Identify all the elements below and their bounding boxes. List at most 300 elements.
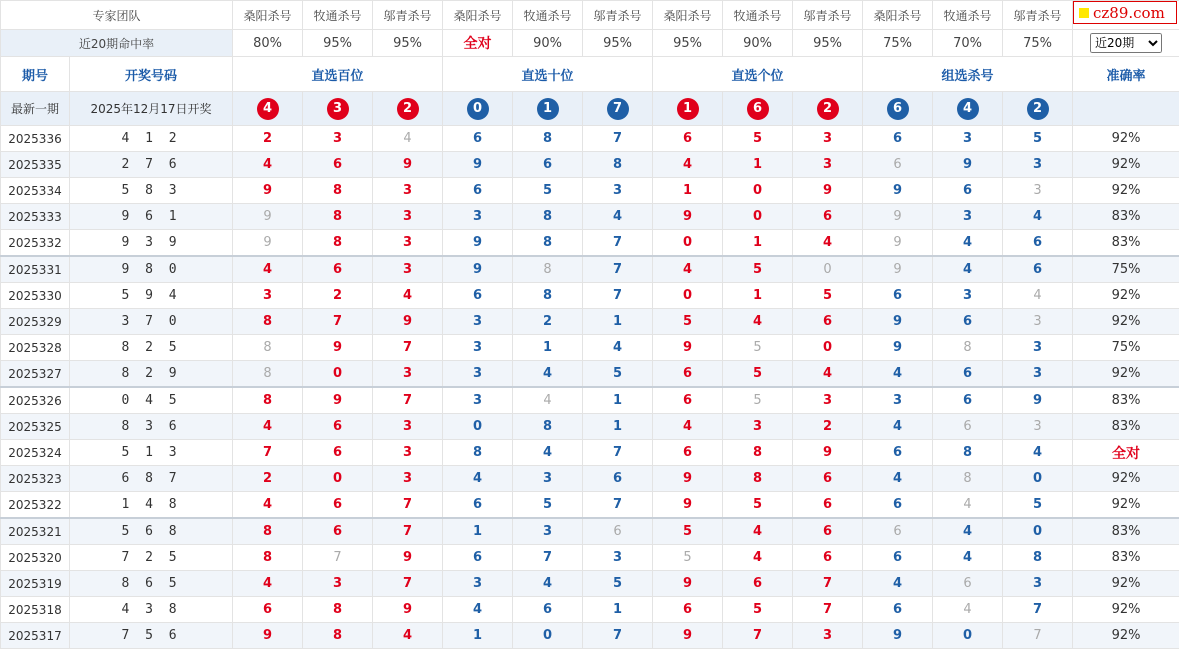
kill-number-cell [233, 230, 303, 257]
hit-rate: 95% [583, 30, 653, 57]
number-ball: 4 [257, 98, 279, 120]
kill-number: 2 [542, 314, 553, 329]
expert-name: 牧通杀号 [513, 1, 583, 30]
kill-number-cell [443, 440, 513, 466]
kill-number: 7 [262, 445, 273, 460]
kill-number: 4 [822, 366, 833, 381]
kill-number: 8 [543, 262, 552, 277]
kill-number-cell [863, 387, 933, 414]
kill-number: 8 [262, 524, 273, 539]
latest-ball-cell [653, 92, 723, 126]
kill-number-cell [653, 126, 723, 152]
kill-number-cell [863, 518, 933, 545]
kill-number: 6 [822, 209, 833, 224]
kill-number-cell [793, 178, 863, 204]
kill-number: 3 [752, 419, 763, 434]
kill-number: 8 [332, 628, 343, 643]
period-cell: 2025321 [1, 518, 70, 545]
kill-number-cell [933, 623, 1003, 649]
kill-number-cell [793, 518, 863, 545]
kill-number-cell [933, 204, 1003, 230]
kill-number: 3 [542, 524, 553, 539]
draw-cell: 2 7 6 [70, 152, 233, 178]
period-cell: 2025335 [1, 152, 70, 178]
expert-name: 邬青杀号 [1003, 1, 1073, 30]
kill-number-cell [233, 518, 303, 545]
kill-number-cell [723, 414, 793, 440]
period-cell: 2025322 [1, 492, 70, 519]
kill-number-cell [653, 518, 723, 545]
kill-number-cell [723, 518, 793, 545]
expert-name: 邬青杀号 [583, 1, 653, 30]
kill-number-cell [863, 230, 933, 257]
accuracy-cell: 83% [1073, 230, 1179, 257]
kill-number-cell [933, 256, 1003, 283]
kill-number-cell [373, 492, 443, 519]
kill-number-cell [1003, 361, 1073, 388]
kill-number: 6 [332, 262, 343, 277]
draw-cell: 4 1 2 [70, 126, 233, 152]
kill-number-cell [443, 518, 513, 545]
hit-rate: 75% [1003, 30, 1073, 57]
kill-number: 0 [332, 366, 343, 381]
kill-number-cell [583, 518, 653, 545]
kill-number-cell [933, 335, 1003, 361]
kill-number: 4 [892, 576, 903, 591]
kill-number: 5 [752, 602, 763, 617]
kill-number-cell [863, 623, 933, 649]
kill-number: 3 [962, 288, 973, 303]
kill-number-cell [583, 597, 653, 623]
kill-number: 0 [472, 419, 483, 434]
kill-number: 9 [402, 550, 413, 565]
kill-number: 6 [542, 157, 553, 172]
kill-number-cell [513, 492, 583, 519]
kill-number: 9 [682, 471, 693, 486]
kill-number-cell [233, 335, 303, 361]
hit-rate: 全对 [443, 30, 513, 57]
draw-cell: 9 6 1 [70, 204, 233, 230]
kill-number-cell [933, 178, 1003, 204]
kill-number-cell [653, 440, 723, 466]
kill-number-cell [373, 126, 443, 152]
kill-number-cell [1003, 204, 1073, 230]
period-cell: 2025331 [1, 256, 70, 283]
kill-number-cell [793, 256, 863, 283]
table-row [1, 597, 1179, 623]
accuracy-cell: 83% [1073, 387, 1179, 414]
kill-number-cell [443, 126, 513, 152]
table-row [1, 623, 1179, 649]
kill-number: 6 [613, 524, 622, 539]
kill-number: 3 [962, 131, 973, 146]
kill-number-cell [443, 597, 513, 623]
kill-number-cell [653, 230, 723, 257]
kill-number-cell [373, 361, 443, 388]
table-row [1, 387, 1179, 414]
kill-number: 8 [332, 183, 343, 198]
kill-number: 9 [893, 235, 902, 250]
kill-number: 8 [542, 419, 553, 434]
latest-ball-cell [793, 92, 863, 126]
kill-number: 3 [402, 235, 413, 250]
kill-number-cell [1003, 335, 1073, 361]
kill-number-cell [583, 440, 653, 466]
kill-number-cell [303, 178, 373, 204]
kill-number: 4 [1032, 445, 1043, 460]
kill-number: 3 [1033, 183, 1042, 198]
kill-number: 1 [612, 393, 623, 408]
kill-number: 3 [1032, 366, 1043, 381]
kill-number: 5 [752, 262, 763, 277]
kill-number: 2 [262, 131, 273, 146]
kill-number-cell [373, 545, 443, 571]
kill-number-cell [303, 466, 373, 492]
kill-number: 6 [962, 366, 973, 381]
kill-number-cell [303, 545, 373, 571]
latest-ball-cell [233, 92, 303, 126]
kill-number: 4 [402, 288, 413, 303]
period-cell: 2025326 [1, 387, 70, 414]
kill-number: 5 [752, 366, 763, 381]
col-draw: 开奖号码 [70, 57, 233, 92]
kill-number: 7 [1032, 602, 1043, 617]
kill-number-cell [373, 597, 443, 623]
kill-number-cell [863, 204, 933, 230]
kill-number-cell [513, 597, 583, 623]
table-row [1, 361, 1179, 388]
kill-number-cell [513, 440, 583, 466]
kill-number: 3 [472, 393, 483, 408]
kill-number-cell [653, 256, 723, 283]
kill-number-cell [583, 230, 653, 257]
kill-number: 7 [402, 524, 413, 539]
accuracy-cell: 92% [1073, 361, 1179, 388]
kill-number: 5 [612, 366, 623, 381]
kill-number-cell [653, 361, 723, 388]
kill-number: 4 [752, 524, 763, 539]
kill-number-cell [653, 571, 723, 597]
kill-number-cell [793, 623, 863, 649]
kill-number-cell [303, 440, 373, 466]
kill-number: 2 [262, 471, 273, 486]
kill-number: 1 [752, 288, 763, 303]
kill-number-cell [303, 387, 373, 414]
draw-cell: 8 3 6 [70, 414, 233, 440]
kill-number-cell [653, 283, 723, 309]
kill-number-cell [583, 256, 653, 283]
kill-number: 4 [1032, 209, 1043, 224]
kill-number-cell [933, 361, 1003, 388]
kill-number-cell [233, 309, 303, 335]
kill-number: 6 [472, 131, 483, 146]
accuracy-cell: 92% [1073, 283, 1179, 309]
kill-number: 9 [892, 628, 903, 643]
kill-number-cell [373, 518, 443, 545]
kill-number: 9 [472, 235, 483, 250]
kill-number: 6 [1032, 262, 1043, 277]
kill-number: 3 [1032, 340, 1043, 355]
kill-number: 9 [263, 235, 272, 250]
period-cell: 2025325 [1, 414, 70, 440]
kill-number: 3 [402, 471, 413, 486]
number-ball: 2 [817, 98, 839, 120]
kill-number: 9 [332, 340, 343, 355]
kill-number-cell [303, 597, 373, 623]
period-cell: 2025329 [1, 309, 70, 335]
expert-name: 桑阳杀号 [233, 1, 303, 30]
draw-cell: 5 8 3 [70, 178, 233, 204]
kill-number: 6 [542, 602, 553, 617]
kill-number-cell [583, 126, 653, 152]
latest-row [1, 92, 1179, 126]
kill-number-cell [583, 466, 653, 492]
kill-number: 3 [822, 628, 833, 643]
kill-number-cell [653, 204, 723, 230]
kill-number: 3 [1033, 314, 1042, 329]
kill-number-cell [723, 335, 793, 361]
kill-number-cell [583, 178, 653, 204]
kill-number-cell [513, 571, 583, 597]
kill-number-cell [793, 571, 863, 597]
kill-number-cell [933, 440, 1003, 466]
kill-number: 7 [333, 550, 342, 565]
kill-number: 6 [892, 131, 903, 146]
kill-number: 4 [262, 157, 273, 172]
kill-number: 6 [472, 183, 483, 198]
kill-number: 9 [682, 497, 693, 512]
kill-number-cell [443, 283, 513, 309]
kill-number: 6 [892, 497, 903, 512]
kill-number: 4 [752, 314, 763, 329]
table-row [1, 545, 1179, 571]
kill-number: 0 [542, 628, 553, 643]
kill-number: 0 [682, 235, 693, 250]
kill-number: 4 [962, 550, 973, 565]
period-range-select[interactable] [1090, 33, 1162, 53]
kill-number-cell [863, 126, 933, 152]
kill-number-cell [583, 492, 653, 519]
latest-ball-cell [373, 92, 443, 126]
kill-number: 0 [823, 262, 832, 277]
kill-number: 7 [402, 393, 413, 408]
group-units: 直选个位 [653, 57, 863, 92]
kill-number: 8 [332, 209, 343, 224]
kill-number: 3 [1033, 419, 1042, 434]
accuracy-cell: 92% [1073, 152, 1179, 178]
kill-number: 7 [612, 445, 623, 460]
kill-number-cell [443, 309, 513, 335]
hit-rate-row [1, 30, 1179, 57]
kill-number-cell [373, 309, 443, 335]
kill-number-cell [1003, 440, 1073, 466]
kill-number: 4 [682, 157, 693, 172]
kill-number: 4 [892, 366, 903, 381]
kill-number: 9 [893, 209, 902, 224]
kill-number: 8 [542, 288, 553, 303]
kill-number: 3 [472, 576, 483, 591]
kill-number-cell [1003, 518, 1073, 545]
kill-number: 8 [542, 209, 553, 224]
kill-number-cell [233, 204, 303, 230]
number-ball: 1 [677, 98, 699, 120]
table-row [1, 571, 1179, 597]
kill-number-cell [723, 178, 793, 204]
kill-number: 3 [472, 314, 483, 329]
kill-number-cell [933, 309, 1003, 335]
kill-number-cell [863, 256, 933, 283]
kill-number-cell [233, 440, 303, 466]
number-ball: 7 [607, 98, 629, 120]
draw-cell: 8 2 9 [70, 361, 233, 388]
period-cell: 2025336 [1, 126, 70, 152]
kill-number: 8 [963, 340, 972, 355]
kill-number: 4 [262, 497, 273, 512]
kill-number-cell [1003, 309, 1073, 335]
kill-number-cell [793, 204, 863, 230]
kill-number-cell [443, 571, 513, 597]
draw-cell: 7 5 6 [70, 623, 233, 649]
kill-number: 6 [332, 419, 343, 434]
kill-number: 9 [1032, 393, 1043, 408]
kill-number-cell [933, 152, 1003, 178]
kill-number: 7 [542, 550, 553, 565]
kill-number: 5 [683, 550, 692, 565]
kill-number: 7 [612, 131, 623, 146]
kill-number: 9 [262, 183, 273, 198]
kill-number-cell [863, 545, 933, 571]
kill-number-cell [863, 414, 933, 440]
hit-rate: 95% [653, 30, 723, 57]
kill-number: 3 [402, 366, 413, 381]
kill-number-cell [793, 283, 863, 309]
kill-number-cell [933, 230, 1003, 257]
kill-number: 5 [753, 393, 762, 408]
expert-name: 桑阳杀号 [443, 1, 513, 30]
kill-number: 4 [612, 340, 623, 355]
kill-number-cell [303, 309, 373, 335]
kill-number-cell [373, 152, 443, 178]
kill-number: 4 [963, 602, 972, 617]
kill-number: 4 [682, 262, 693, 277]
kill-number-cell [443, 545, 513, 571]
kill-number: 9 [263, 209, 272, 224]
kill-number: 6 [612, 471, 623, 486]
kill-number-cell [513, 256, 583, 283]
kill-number: 4 [612, 209, 623, 224]
kill-number: 3 [612, 550, 623, 565]
kill-number-cell [513, 414, 583, 440]
kill-number: 7 [612, 288, 623, 303]
kill-number-cell [723, 597, 793, 623]
kill-number-cell [373, 387, 443, 414]
kill-number: 6 [892, 288, 903, 303]
kill-number: 9 [262, 628, 273, 643]
table-row [1, 256, 1179, 283]
accuracy-cell: 92% [1073, 623, 1179, 649]
kill-number-cell [513, 387, 583, 414]
kill-number-cell [233, 492, 303, 519]
kill-number: 7 [612, 628, 623, 643]
site-logo[interactable] [1073, 1, 1177, 24]
kill-number: 3 [612, 183, 623, 198]
latest-ball-cell [723, 92, 793, 126]
kill-number-cell [303, 623, 373, 649]
kill-number: 3 [262, 288, 273, 303]
kill-number: 5 [612, 576, 623, 591]
latest-ball-cell [1003, 92, 1073, 126]
kill-number-cell [793, 152, 863, 178]
kill-number-cell [513, 204, 583, 230]
kill-number-cell [1003, 256, 1073, 283]
kill-number: 9 [893, 262, 902, 277]
kill-number: 8 [542, 235, 553, 250]
kill-number-cell [653, 387, 723, 414]
kill-number: 6 [332, 524, 343, 539]
kill-number-cell [1003, 597, 1073, 623]
kill-number: 3 [822, 157, 833, 172]
kill-number: 3 [1032, 157, 1043, 172]
kill-number: 7 [822, 602, 833, 617]
table-row [1, 492, 1179, 519]
group-combo: 组选杀号 [863, 57, 1073, 92]
kill-number-cell [723, 256, 793, 283]
kill-number-cell [303, 361, 373, 388]
kill-number-cell [303, 518, 373, 545]
kill-number: 6 [1032, 235, 1043, 250]
kill-number: 8 [1032, 550, 1043, 565]
kill-number-cell [723, 387, 793, 414]
hit-rate: 95% [303, 30, 373, 57]
kill-number-cell [303, 414, 373, 440]
kill-number-cell [373, 335, 443, 361]
draw-cell: 5 6 8 [70, 518, 233, 545]
period-cell: 2025328 [1, 335, 70, 361]
kill-number: 6 [752, 576, 763, 591]
kill-number: 8 [262, 550, 273, 565]
kill-number: 4 [262, 419, 273, 434]
kill-number: 4 [963, 497, 972, 512]
kill-number: 4 [542, 445, 553, 460]
kill-number-cell [793, 309, 863, 335]
number-ball: 4 [957, 98, 979, 120]
table-row [1, 126, 1179, 152]
accuracy-cell: 92% [1073, 126, 1179, 152]
kill-number: 0 [752, 209, 763, 224]
kill-number: 4 [472, 471, 483, 486]
kill-number-cell [1003, 230, 1073, 257]
kill-number: 4 [962, 262, 973, 277]
kill-number: 8 [262, 393, 273, 408]
kill-number: 4 [403, 131, 412, 146]
kill-number-cell [933, 545, 1003, 571]
kill-number-cell [303, 492, 373, 519]
kill-number: 7 [332, 314, 343, 329]
number-ball: 3 [327, 98, 349, 120]
kill-number-cell [443, 414, 513, 440]
kill-number-cell [653, 492, 723, 519]
group-tens: 直选十位 [443, 57, 653, 92]
kill-number-cell [933, 126, 1003, 152]
kill-number-cell [583, 309, 653, 335]
kill-number-cell [443, 466, 513, 492]
accuracy-cell: 92% [1073, 466, 1179, 492]
kill-number-cell [373, 571, 443, 597]
kill-number: 1 [752, 157, 763, 172]
kill-number: 6 [822, 314, 833, 329]
kill-number-cell [373, 440, 443, 466]
kill-number-cell [233, 387, 303, 414]
